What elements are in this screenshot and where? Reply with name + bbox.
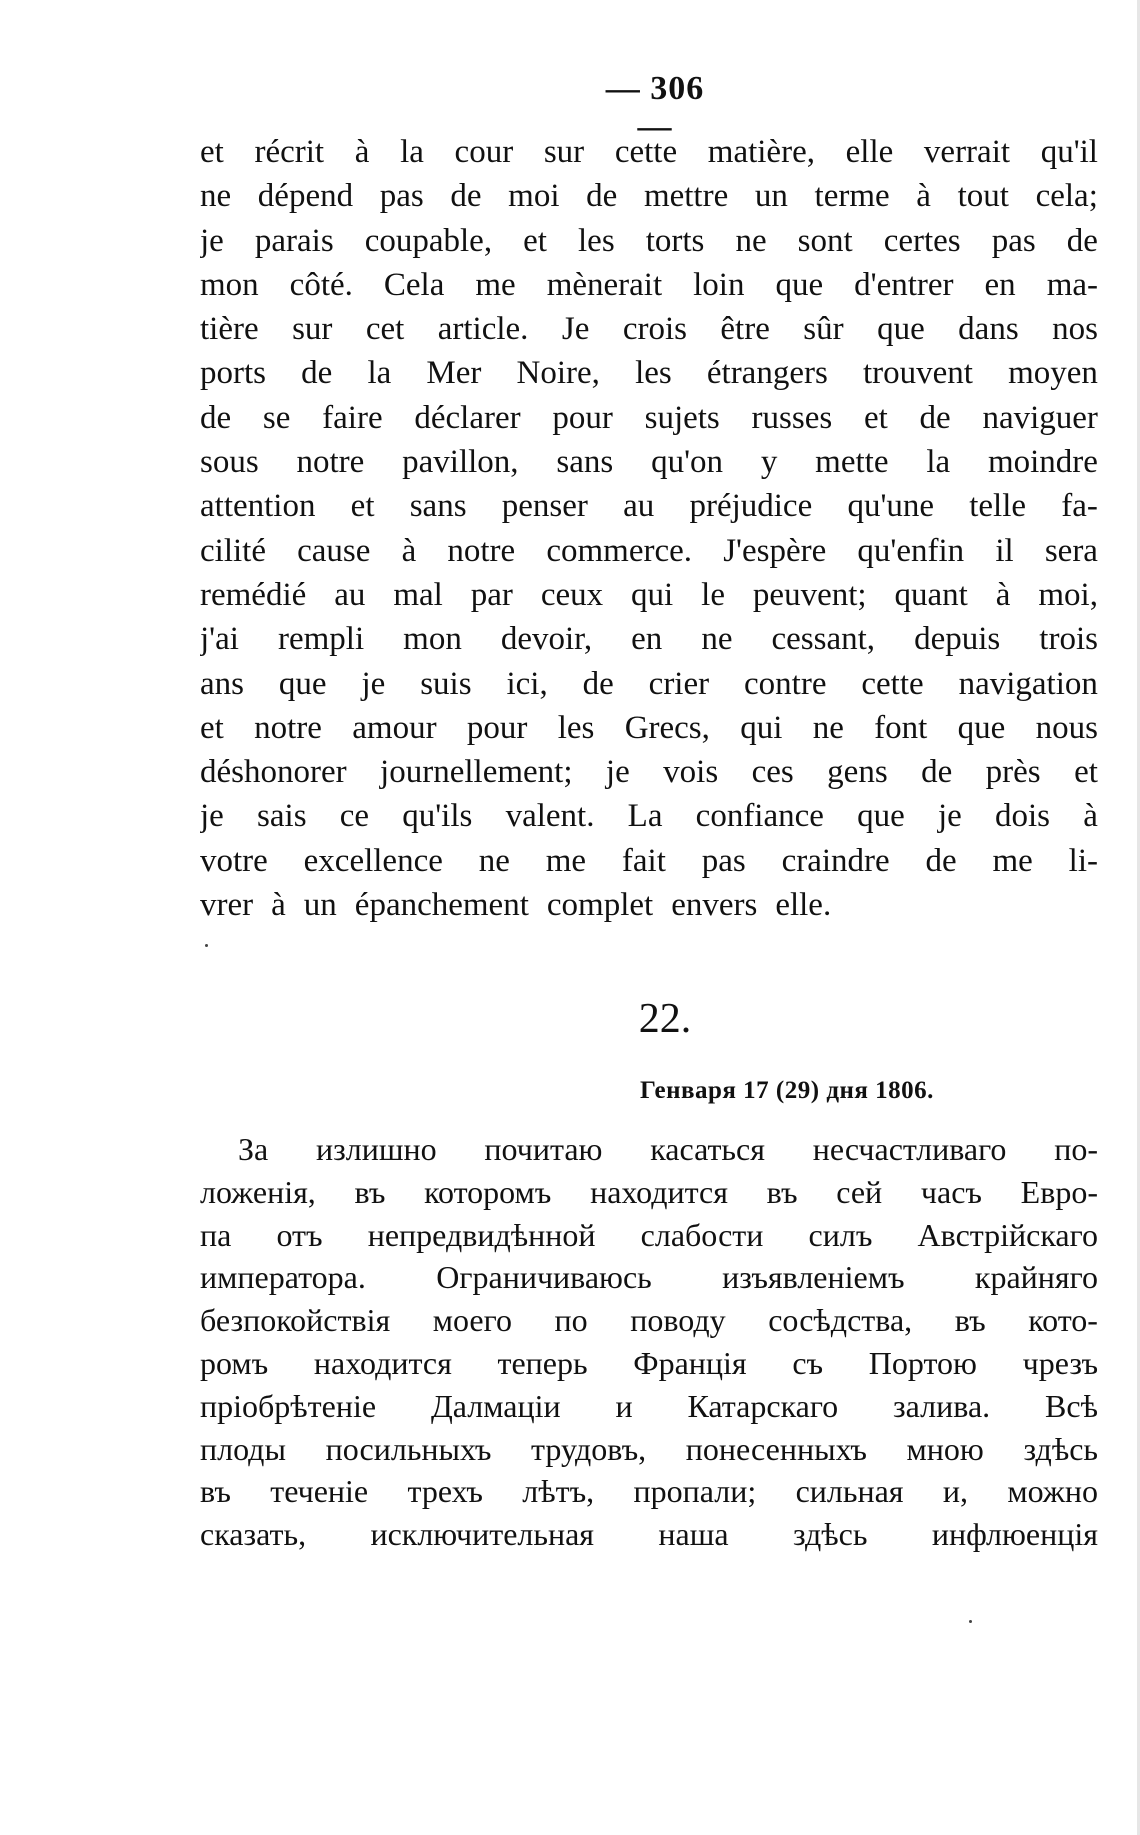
word: envers (671, 887, 758, 924)
french-letter-text (200, 130, 1098, 927)
word: qu'enfin (857, 532, 965, 569)
word: moi (508, 178, 560, 215)
word: отъ (276, 1216, 323, 1253)
word: dois (995, 798, 1051, 835)
word: ромъ (200, 1344, 269, 1381)
text-line (200, 750, 1098, 794)
word: que (278, 665, 327, 702)
word: pas (379, 178, 424, 215)
word: au (623, 488, 655, 525)
scan-speck (969, 1620, 972, 1623)
word: et (200, 709, 224, 746)
text-line (200, 839, 1098, 883)
word: императора. (200, 1259, 366, 1296)
word: sais (257, 798, 307, 835)
text-line (200, 1214, 1098, 1257)
word: qui (740, 709, 783, 746)
word: sans (556, 444, 614, 481)
word: remédié (200, 576, 307, 613)
word: трехъ (407, 1473, 483, 1510)
word: attention (200, 488, 316, 525)
word: трудовъ, (531, 1430, 647, 1467)
word: devoir, (500, 621, 593, 658)
text-line (200, 794, 1098, 838)
word: récrit (254, 134, 325, 170)
word: sont (797, 222, 853, 259)
word: quant (894, 576, 968, 613)
word: pas (701, 842, 746, 879)
word: que (877, 311, 925, 348)
word: crier (648, 665, 710, 702)
word: можно (1007, 1473, 1098, 1510)
word: ce (339, 798, 370, 835)
word: Австрійскаго (917, 1216, 1098, 1253)
word: теченіе (270, 1473, 369, 1510)
word: Портою (868, 1344, 977, 1381)
word: mettre (643, 178, 729, 215)
word: à (401, 532, 417, 569)
word: y (760, 444, 778, 481)
word: ma- (1046, 266, 1098, 303)
text-line (200, 1171, 1098, 1214)
word: terme (814, 178, 890, 215)
word: de (200, 399, 232, 436)
word: la (400, 134, 424, 170)
word: инфлюенція (931, 1516, 1098, 1553)
word: de (582, 665, 614, 702)
text-line (200, 883, 1098, 927)
word: de (586, 178, 618, 215)
word: j'ai (200, 621, 239, 658)
word: les (578, 222, 615, 259)
word: и, (942, 1473, 968, 1510)
word: contre (744, 665, 827, 702)
text-line (200, 1513, 1098, 1556)
word: sans (409, 488, 467, 525)
text-line (200, 351, 1098, 395)
word: en (631, 621, 663, 658)
word: elle (845, 134, 894, 170)
text-line (200, 440, 1098, 484)
word: въ (200, 1473, 231, 1510)
word: мною (906, 1430, 984, 1467)
word: déclarer (414, 399, 521, 436)
word: сей (836, 1173, 883, 1210)
word: complet (546, 887, 654, 924)
word: craindre (781, 842, 890, 879)
word: понесенныхъ (685, 1430, 867, 1467)
word: J'espère (723, 532, 827, 569)
text-line (200, 1385, 1098, 1428)
word: и (615, 1387, 633, 1424)
word: la (926, 444, 951, 481)
word: кото- (1028, 1302, 1098, 1339)
text-line (200, 1256, 1098, 1299)
word: въ (766, 1173, 798, 1210)
word: съ (792, 1344, 824, 1381)
word: et (350, 488, 375, 525)
letter-dateline: Генваря 17 (29) дня 1806. (640, 1077, 934, 1104)
word: gens (827, 754, 888, 791)
letter-number: 22. (638, 996, 692, 1042)
text-line (200, 174, 1098, 218)
word: находится (313, 1344, 452, 1381)
word: crois (622, 311, 687, 348)
word: notre (296, 444, 365, 481)
word: fa- (1061, 488, 1098, 525)
word: mette (815, 444, 889, 481)
word: elle. (775, 887, 832, 924)
word: à (354, 134, 370, 170)
word: amour (352, 709, 437, 746)
word: моего (432, 1302, 512, 1339)
word: ne (478, 842, 510, 879)
word: naviguer (982, 399, 1098, 436)
word: Grecs, (624, 709, 710, 746)
word: плоды (200, 1430, 286, 1467)
word: Cela (383, 266, 445, 303)
word: sous (200, 444, 259, 481)
word: font (874, 709, 928, 746)
word: qui (631, 576, 674, 613)
text-line (200, 706, 1098, 750)
word: et (863, 399, 888, 436)
word: La (627, 798, 663, 835)
word: le (701, 576, 725, 613)
word: находится (590, 1173, 728, 1210)
word: que (857, 798, 905, 835)
word: pas (991, 222, 1036, 259)
text-line (200, 1342, 1098, 1385)
word: épanchement (354, 887, 529, 924)
word: часъ (920, 1173, 982, 1210)
word: il (995, 532, 1014, 569)
word: cessant, (771, 621, 876, 658)
word: peuvent; (752, 576, 867, 613)
word: cet (365, 311, 405, 348)
word: mènerait (546, 266, 663, 303)
word: votre (200, 842, 268, 879)
word: по- (1054, 1131, 1098, 1167)
word: russes (751, 399, 833, 436)
word: les (557, 709, 595, 746)
word: faire (322, 399, 383, 436)
word: tière (200, 311, 259, 348)
word: cour (454, 134, 514, 170)
word: un (754, 178, 788, 215)
word: je (200, 222, 224, 259)
word: article. (437, 311, 529, 348)
word: depuis (914, 621, 1001, 658)
word: que (957, 709, 1006, 746)
word: nos (1052, 311, 1098, 348)
word: à (1083, 798, 1098, 835)
word: qu'une (847, 488, 935, 525)
word: à (995, 576, 1011, 613)
word: cilité (200, 532, 266, 569)
word: dépend (257, 178, 354, 215)
word: крайняго (974, 1259, 1098, 1296)
word: excellence (303, 842, 443, 879)
word: Катарскаго (687, 1387, 839, 1424)
word: сильная (795, 1473, 904, 1510)
word: пріобрѣтеніе (200, 1387, 377, 1424)
text-line (200, 573, 1098, 617)
word: За (238, 1131, 269, 1167)
word: d'entrer (854, 266, 954, 303)
text-line (200, 263, 1098, 307)
word: dans (958, 311, 1019, 348)
word: la (367, 355, 392, 392)
word: navigation (958, 665, 1098, 702)
word: mon (403, 621, 462, 658)
word: notre (254, 709, 322, 746)
word: qu'on (651, 444, 724, 481)
word: me (475, 266, 516, 303)
word: Mer (426, 355, 482, 392)
word: здѣсь (792, 1516, 868, 1553)
word: matière, (707, 134, 815, 170)
word: sûr (803, 311, 844, 348)
word: сказать, (200, 1516, 307, 1553)
word: me (992, 842, 1033, 879)
word: pour (552, 399, 613, 436)
word: въ (354, 1173, 386, 1210)
text-line (200, 396, 1098, 440)
word: les (635, 355, 672, 392)
word: несчастливаго (812, 1131, 1007, 1167)
word: en (984, 266, 1016, 303)
word: étrangers (706, 355, 828, 392)
word: commerce. (546, 532, 693, 569)
text-line (200, 1299, 1098, 1342)
word: cela; (1035, 178, 1098, 215)
word: penser (501, 488, 588, 525)
word: сосѣдства, (768, 1302, 913, 1339)
text-line (200, 307, 1098, 351)
word: déshonorer (200, 754, 347, 791)
word: ne (735, 222, 767, 259)
word: sur (543, 134, 585, 170)
word: de (301, 355, 333, 392)
russian-letter-text (200, 1128, 1098, 1556)
text-line (200, 484, 1098, 528)
word: па (200, 1216, 232, 1253)
word: de (1066, 222, 1098, 259)
word: ans (200, 665, 244, 702)
word: par (470, 576, 513, 613)
word: trouvent (862, 355, 973, 392)
word: Францiя (633, 1344, 747, 1381)
word: suis (420, 665, 472, 702)
word: rempli (277, 621, 365, 658)
word: confiance (695, 798, 824, 835)
word: теперь (497, 1344, 588, 1381)
scan-speck (205, 944, 208, 947)
word: valent. (505, 798, 595, 835)
word: Всѣ (1045, 1387, 1098, 1424)
word: Далмацiи (430, 1387, 561, 1424)
text-line (200, 617, 1098, 661)
word: li- (1068, 842, 1098, 879)
word: mal (393, 576, 443, 613)
word: torts (645, 222, 705, 259)
word: mon (200, 266, 259, 303)
word: tout (957, 178, 1009, 215)
word: ne (200, 178, 232, 215)
word: je (200, 798, 224, 835)
text-line (200, 1428, 1098, 1471)
word: parais (254, 222, 334, 259)
word: почитаю (484, 1131, 603, 1167)
word: чрезъ (1022, 1344, 1098, 1381)
word: ceux (540, 576, 604, 613)
word: силъ (808, 1216, 873, 1253)
word: qu'ils (402, 798, 473, 835)
word: à (271, 887, 286, 924)
word: de (925, 842, 957, 879)
word: Ограничиваюсь (436, 1259, 652, 1296)
word: въ (954, 1302, 986, 1339)
word: безпокойствія (200, 1302, 391, 1339)
word: pavillon, (402, 444, 519, 481)
word: me (545, 842, 587, 879)
word: cause (297, 532, 371, 569)
word: côté. (289, 266, 353, 303)
word: vois (663, 754, 719, 791)
word: ports (200, 355, 266, 392)
word: se (262, 399, 291, 436)
word: au (334, 576, 366, 613)
word: sur (292, 311, 333, 348)
word: à (916, 178, 931, 215)
word: de (921, 754, 953, 791)
word: je (937, 798, 962, 835)
word: être (720, 311, 770, 348)
word: et (523, 222, 547, 259)
word: наша (658, 1516, 729, 1553)
word: verrait (923, 134, 1011, 170)
word: излишно (316, 1131, 437, 1167)
word: certes (883, 222, 961, 259)
word: préjudice (689, 488, 813, 525)
word: залива. (893, 1387, 991, 1424)
word: et (200, 134, 224, 170)
word: ложенія, (200, 1173, 316, 1210)
word: pour (466, 709, 528, 746)
word: journellement; (380, 754, 573, 791)
word: près (985, 754, 1041, 791)
word: ne (701, 621, 733, 658)
text-line (200, 130, 1098, 174)
text-line (200, 662, 1098, 706)
word: Евро- (1020, 1173, 1098, 1210)
word: sujets (644, 399, 720, 436)
word: un (303, 887, 337, 924)
word: je (361, 665, 386, 702)
word: telle (969, 488, 1027, 525)
text-line (200, 219, 1098, 263)
word: qu'il (1040, 134, 1098, 170)
word: vrer (200, 887, 254, 924)
word: cette (614, 134, 678, 170)
word: loin (693, 266, 745, 303)
word: nous (1035, 709, 1098, 746)
word: moi, (1038, 576, 1098, 613)
word: которомъ (424, 1173, 552, 1210)
text-line (200, 529, 1098, 573)
text-line (200, 1470, 1098, 1513)
word: moyen (1008, 355, 1098, 392)
word: Je (561, 311, 590, 348)
word: ici, (506, 665, 548, 702)
word: исключительная (370, 1516, 594, 1553)
word: посильныхъ (325, 1430, 492, 1467)
word: ces (751, 754, 794, 791)
word: que (775, 266, 824, 303)
word: здѣсь (1023, 1430, 1098, 1467)
word: Noire, (516, 355, 600, 392)
word: пропали; (633, 1473, 757, 1510)
word: je (605, 754, 630, 791)
word: de (919, 399, 951, 436)
word: cette (861, 665, 924, 702)
page-number: — 306 — (605, 70, 705, 145)
word: fait (621, 842, 666, 879)
word: trois (1039, 621, 1098, 658)
word: et (1074, 754, 1098, 791)
word: по (554, 1302, 588, 1339)
word: слабости (640, 1216, 764, 1253)
word: coupable, (364, 222, 493, 259)
word: поводу (630, 1302, 726, 1339)
word: notre (447, 532, 516, 569)
word: ne (812, 709, 844, 746)
word: sera (1044, 532, 1098, 569)
text-line (200, 1128, 1098, 1171)
word: лѣтъ, (522, 1473, 595, 1510)
word: de (450, 178, 482, 215)
word: moindre (987, 444, 1098, 481)
word: касаться (650, 1131, 765, 1167)
word: изъявленіемъ (722, 1259, 905, 1296)
word: непредвидѣнной (367, 1216, 596, 1253)
